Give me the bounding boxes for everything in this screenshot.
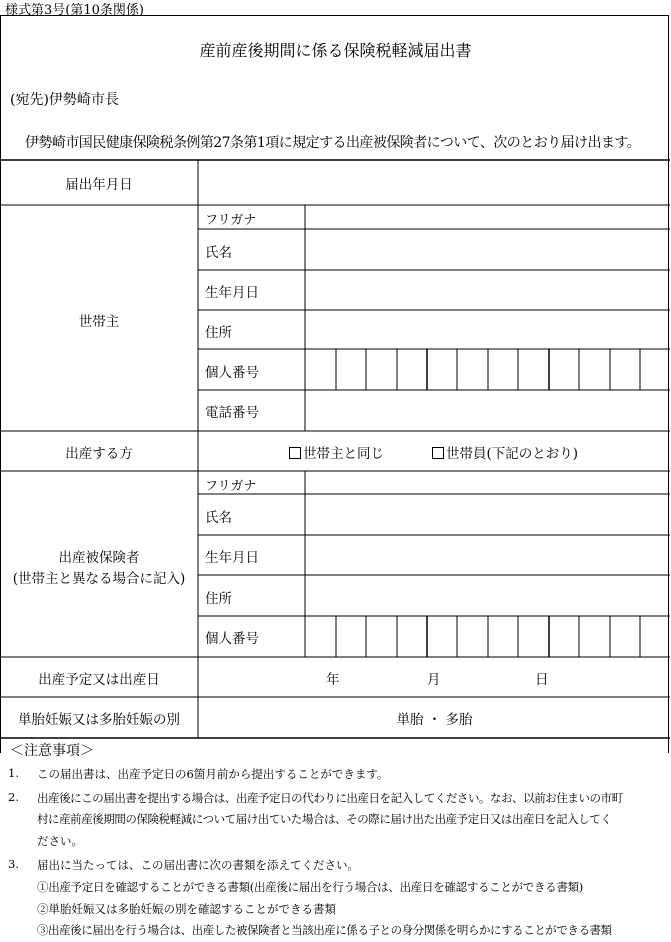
due-date-month-label: 月 — [427, 672, 441, 688]
insured-address-label: 住所 — [205, 591, 232, 607]
head-name-field[interactable] — [306, 230, 670, 269]
insured-furigana-field[interactable] — [306, 472, 670, 493]
head-phone-field[interactable] — [306, 391, 670, 430]
note-2-line3: ださい。 — [37, 834, 83, 848]
head-address-field[interactable] — [306, 311, 670, 348]
insured-label: 出産被保険者 — [58, 550, 140, 566]
note-2-line2: 村に産前産後期間の保険税軽減について届け出ていた場合は、その際に届け出た出産予定日又は出産日を記入してく — [37, 812, 612, 826]
head-birthdate-label: 生年月日 — [205, 285, 259, 301]
filing-date-label: 届出年月日 — [65, 177, 133, 193]
insured-personal-number-label: 個人番号 — [205, 631, 259, 647]
intro-text: 伊勢崎市国民健康保険税条例第27条第1項に規定する出産被保険者について、次のとおり届け出ます。 — [25, 135, 641, 151]
note-3-item-b: ②単胎妊娠又は多胎妊娠の別を確認することができる書類 — [37, 902, 336, 916]
head-name-label: 氏名 — [205, 245, 232, 261]
head-personal-number-field[interactable] — [306, 350, 670, 389]
insured-personal-number-field[interactable] — [306, 617, 670, 656]
document-title: 産前産後期間に係る保険税軽減届出書 — [199, 41, 472, 60]
birth-person-option-same[interactable] — [289, 442, 384, 462]
notes-heading: ＜注意事項＞ — [10, 743, 94, 759]
birth-person-label: 出産する方 — [65, 446, 133, 462]
note-2-number: 2. — [8, 790, 19, 804]
checkbox-same-as-head[interactable] — [289, 447, 301, 459]
insured-sublabel: (世帯主と異なる場合に記入) — [12, 571, 186, 587]
insured-name-label: 氏名 — [205, 510, 232, 526]
head-address-label: 住所 — [205, 325, 232, 341]
addressee: (宛先)伊勢崎市長 — [10, 92, 119, 108]
checkbox-household-member[interactable] — [432, 447, 444, 459]
head-furigana-label: フリガナ — [205, 213, 257, 228]
note-3-number: 3. — [8, 857, 19, 871]
due-date-label: 出産予定又は出産日 — [38, 672, 160, 688]
head-birthdate-field[interactable] — [306, 271, 670, 309]
note-3-item-c: ③出産後に届出を行う場合は、出産した被保険者と当該出産に係る子との身分関係を明らかにすることができる書類 — [37, 923, 612, 937]
pregnancy-type-label: 単胎妊娠又は多胎妊娠の別 — [18, 712, 180, 728]
filing-date-field[interactable] — [199, 161, 670, 204]
due-date-day-label: 日 — [535, 672, 549, 688]
insured-furigana-label: フリガナ — [205, 479, 257, 494]
insured-address-field[interactable] — [306, 576, 670, 615]
insured-birthdate-field[interactable] — [306, 536, 670, 574]
note-3-text: 届出に当たっては、この届出書に次の書類を添えてください。 — [37, 858, 359, 872]
note-3-item-a: ①出産予定日を確認することができる書類(出産後に届出を行う場合は、出産日を確認することができる書類) — [37, 880, 583, 894]
head-furigana-field[interactable] — [306, 206, 670, 228]
note-1-number: 1. — [8, 766, 19, 780]
pregnancy-type-value[interactable]: 単胎 ・ 多胎 — [396, 712, 473, 728]
option-member-text: 世帯員(下記のとおり) — [446, 446, 579, 462]
due-date-year-label: 年 — [326, 672, 340, 688]
option-same-text: 世帯主と同じ — [303, 446, 384, 462]
household-head-label: 世帯主 — [78, 314, 120, 330]
form-number-label: 様式第3号(第10条関係) — [5, 3, 144, 18]
insured-birthdate-label: 生年月日 — [205, 550, 259, 566]
note-2-line1: 出産後にこの届出書を提出する場合は、出産予定日の代わりに出産日を記入してください。なお、以前お住まいの市町 — [37, 791, 623, 805]
insured-name-field[interactable] — [306, 495, 670, 534]
birth-person-option-member[interactable] — [432, 442, 578, 462]
note-1-text: この届出書は、出産予定日の6箇月前から提出することができます。 — [37, 767, 389, 781]
head-phone-label: 電話番号 — [205, 405, 259, 421]
head-personal-number-label: 個人番号 — [205, 365, 259, 381]
